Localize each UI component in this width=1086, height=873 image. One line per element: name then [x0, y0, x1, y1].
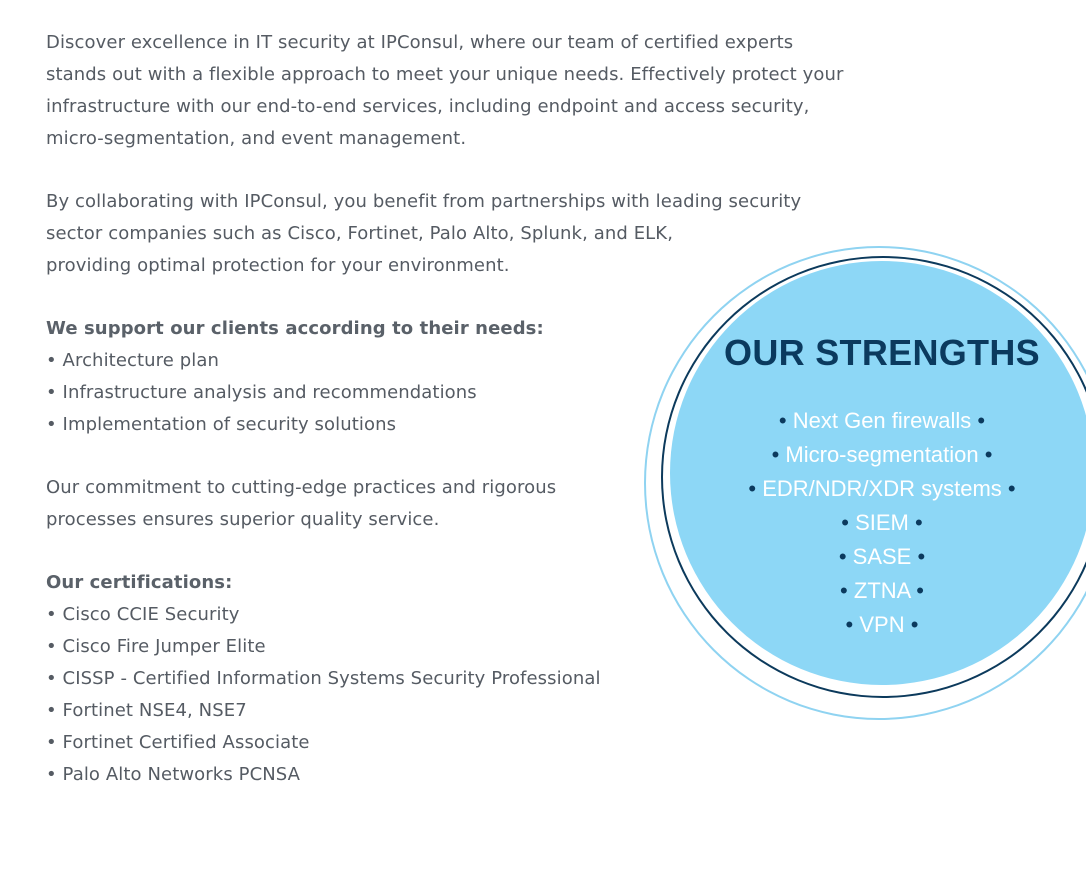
bullet-icon: • [778, 408, 787, 433]
strength-label: ZTNA [853, 578, 911, 603]
bullet-icon: • [917, 544, 926, 569]
bullet-icon: • [841, 510, 849, 535]
support-item: • Infrastructure analysis and recommendations [46, 377, 866, 409]
bullet-icon: • [977, 408, 986, 433]
strength-item [644, 608, 1086, 642]
strength-label: EDR/NDR/XDR systems [762, 476, 1002, 501]
strength-item [644, 574, 1086, 608]
strength-item [644, 472, 1086, 506]
strength-item [644, 506, 1086, 540]
bullet-icon: • [840, 578, 848, 603]
bullet-icon: • [916, 578, 924, 603]
partners-line: providing optimal protection for your environment. [46, 255, 510, 276]
certification-item: • Cisco Fire Jumper Elite [46, 631, 866, 663]
certifications-heading: Our certifications: [46, 572, 233, 593]
certification-item: • Fortinet Certified Associate [46, 727, 866, 759]
intro-line: Discover excellence in IT security at IPConsul, where our team of certified experts [46, 32, 794, 53]
bullet-icon: • [845, 612, 854, 637]
strengths-circle [644, 246, 1086, 720]
commitment-line: processes ensures superior quality service. [46, 509, 440, 530]
strength-item [644, 438, 1086, 472]
strengths-list [644, 404, 1086, 642]
bullet-icon: • [984, 442, 993, 467]
strength-label: Micro-segmentation [785, 442, 979, 467]
intro-paragraph [46, 27, 866, 155]
intro-line: micro-segmentation, and event management. [46, 128, 467, 149]
certification-item: • Cisco CCIE Security [46, 599, 866, 631]
commitment-line: Our commitment to cutting-edge practices and rigorous [46, 477, 557, 498]
bullet-icon: • [910, 612, 919, 637]
certification-item: • Palo Alto Networks PCNSA [46, 759, 866, 791]
bullet-icon: • [748, 476, 757, 501]
bullet-icon: • [771, 442, 780, 467]
strength-item [644, 404, 1086, 438]
strength-label: SIEM [855, 510, 909, 535]
partners-line: By collaborating with IPConsul, you benefit from partnerships with leading security [46, 191, 802, 212]
intro-line: stands out with a flexible approach to meet your unique needs. Effectively protect your [46, 64, 844, 85]
strengths-title: OUR STRENGTHS [724, 332, 1040, 373]
support-item: • Architecture plan [46, 345, 866, 377]
intro-line: infrastructure with our end-to-end services, including endpoint and access security, [46, 96, 810, 117]
certification-item: • Fortinet NSE4, NSE7 [46, 695, 866, 727]
support-heading: We support our clients according to their needs: [46, 318, 544, 339]
strength-label: Next Gen firewalls [792, 408, 972, 433]
strength-label: SASE [852, 544, 912, 569]
strength-item [644, 540, 1086, 574]
strength-label: VPN [859, 612, 905, 637]
support-item: • Implementation of security solutions [46, 409, 866, 441]
bullet-icon: • [915, 510, 923, 535]
partners-line: sector companies such as Cisco, Fortinet, Palo Alto, Splunk, and ELK, [46, 223, 674, 244]
bullet-icon: • [1007, 476, 1016, 501]
bullet-icon: • [838, 544, 847, 569]
certification-item: • CISSP - Certified Information Systems Security Professional [46, 663, 866, 695]
